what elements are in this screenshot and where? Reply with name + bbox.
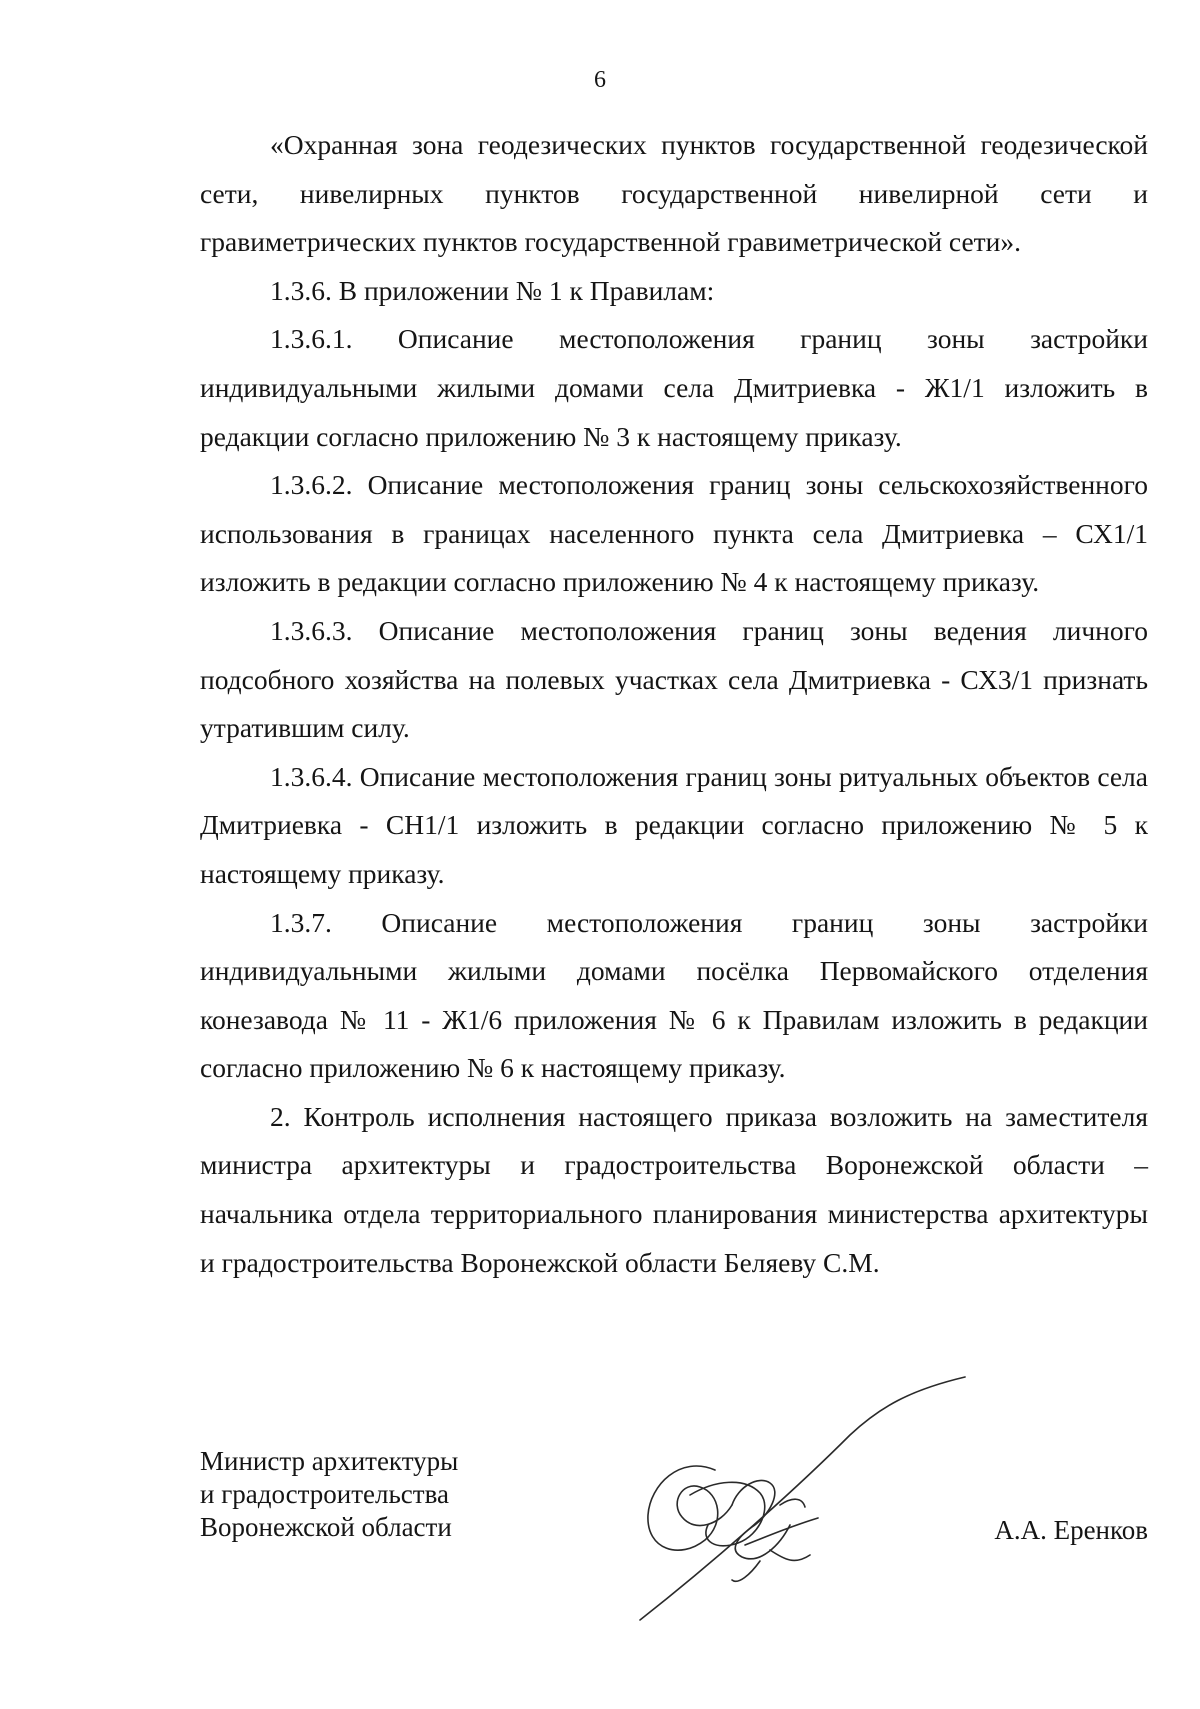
paragraph-protection-zone: «Охранная зона геодезических пунктов государственной геодезической сети, нивелирных пунктов государственной нивелирной сети и гравиметрических пунктов государственной гравиметрической сети». <box>200 129 1148 258</box>
paragraph-1-3-6: 1.3.6. В приложении № 1 к Правилам: <box>270 274 715 306</box>
page-number: 6 <box>594 67 606 93</box>
signer-position-line: и градостроительства <box>200 1479 449 1509</box>
paragraph-1-3-6-3: 1.3.6.3. Описание местоположения границ зоны ведения личного подсобного хозяйства на полевых участках села Дмитриевка - СХ3/1 признать утратившим силу. <box>200 614 1148 744</box>
signer-position-line: Министр архитектуры <box>200 1446 459 1476</box>
paragraph-1-3-6-1: 1.3.6.1. Описание местоположения границ зоны застройки индивидуальными жилыми домами села Дмитриевка - Ж1/1 изложить в редакции согласно приложению № 3 к настоящему приказу. <box>200 323 1148 452</box>
handwritten-signature <box>620 1375 980 1625</box>
paragraph-2-control: 2. Контроль исполнения настоящего приказа возложить на заместителя министра архитектуры и градостроительства Воронежской области – начальника отдела территориального планирования министерства архитектуры и градостроительства Воронежской области Беляеву С.М. <box>200 1100 1148 1278</box>
document-body <box>200 121 1148 1287</box>
signer-position <box>200 1445 458 1544</box>
paragraph-1-3-6-2: 1.3.6.2. Описание местоположения границ зоны сельскохозяйственного использования в границах населенного пункта села Дмитриевка – СХ1/1 изложить в редакции согласно приложению № 4 к настоящему приказу. <box>200 469 1148 598</box>
signer-name: А.А. Еренков <box>994 1515 1148 1545</box>
paragraph-1-3-7: 1.3.7. Описание местоположения границ зоны застройки индивидуальными жилыми домами посёлка Первомайского отделения конезавода № 11 - Ж1/6 приложения № 6 к Правилам изложить в редакции согласно приложению № 6 к настоящему приказу. <box>200 906 1148 1084</box>
signer-position-line: Воронежской области <box>200 1512 452 1542</box>
paragraph-1-3-6-4: 1.3.6.4. Описание местоположения границ зоны ритуальных объектов села Дмитриевка - СН1/1 изложить в редакции согласно приложению № 5 к настоящему приказу. <box>200 760 1148 889</box>
